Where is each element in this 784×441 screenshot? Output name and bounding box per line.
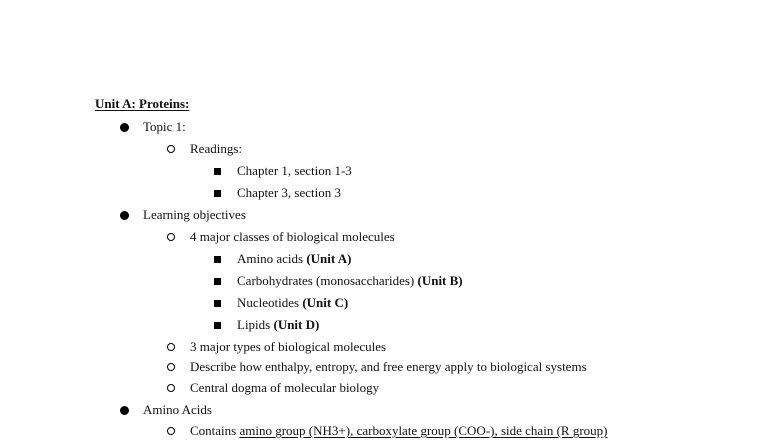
list-item-text: Chapter 3, section 3 — [237, 185, 341, 200]
unit-label: (Unit C) — [302, 295, 349, 310]
unit-label: (Unit B) — [417, 273, 463, 288]
unit-label: (Unit A) — [306, 251, 352, 266]
list-item-text: 4 major classes of biological molecules — [190, 229, 395, 244]
underlined-groups-text: amino group (NH3+), carboxylate group (COO-), side chain (R group) — [239, 423, 608, 438]
list-item-text: 3 major types of biological molecules — [190, 339, 387, 354]
list-item-text — [190, 422, 607, 440]
item-plain-text: Lipids — [237, 317, 274, 332]
list-item-text — [237, 316, 319, 334]
list-item-text — [237, 294, 348, 312]
unit-heading: Unit A: Proteins: — [95, 96, 190, 111]
list-item-text: Chapter 1, section 1-3 — [237, 163, 352, 178]
list-item-text — [237, 272, 463, 290]
item-plain-text: Contains — [190, 423, 240, 438]
list-item-text — [237, 250, 351, 268]
list-item-text: Describe how enthalpy, entropy, and free energy apply to biological systems — [190, 359, 587, 374]
list-item-text: Central dogma of molecular biology — [190, 380, 380, 395]
item-plain-text: Carbohydrates (monosaccharides) — [237, 273, 418, 288]
unit-label: (Unit D) — [273, 317, 320, 332]
list-item-text: Learning objectives — [143, 207, 246, 222]
list-item-text: Amino Acids — [143, 402, 212, 417]
item-plain-text: Nucleotides — [237, 295, 303, 310]
list-item-text: Readings: — [190, 141, 242, 156]
list-item-text: Topic 1: — [143, 119, 186, 134]
item-plain-text: Amino acids — [237, 251, 307, 266]
